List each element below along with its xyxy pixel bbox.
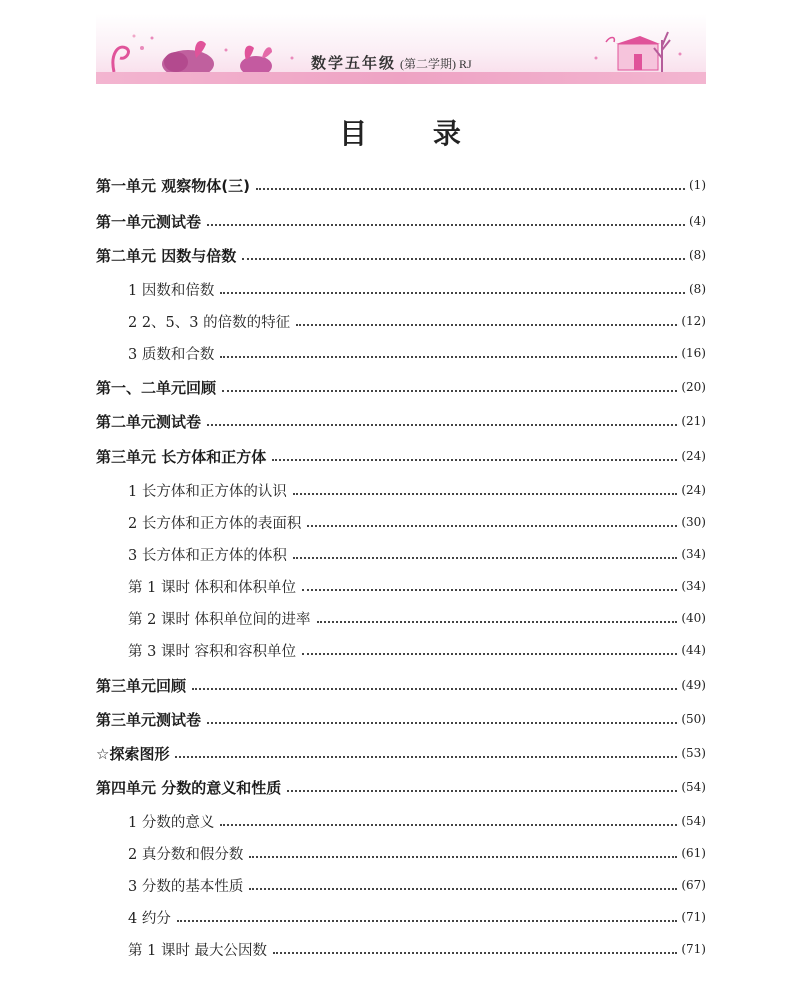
toc-entry-title: 第一、二单元回顾	[96, 378, 217, 397]
toc-entry-page: (4)	[689, 214, 706, 228]
sparkle-icon	[225, 49, 228, 52]
book-title-text: 数学五年级	[311, 54, 397, 72]
toc-entry-page: (16)	[681, 346, 706, 360]
toc-entry-title: 第 1 课时 体积和体积单位	[128, 579, 297, 596]
swirl-icon	[113, 47, 129, 72]
toc-entry-title: 第二单元 因数与倍数	[96, 246, 237, 265]
toc-entry[interactable]	[96, 444, 706, 468]
dot-leader	[177, 920, 678, 922]
toc-entry-page: (8)	[689, 248, 706, 262]
toc-entry-page: (44)	[681, 643, 706, 657]
toc-entry-page: (50)	[681, 712, 706, 726]
dot-leader	[273, 952, 677, 954]
toc-entry-title: 4 约分	[128, 910, 171, 927]
toc-entry-title: 第一单元测试卷	[96, 212, 202, 231]
toc-entry-title: 1 分数的意义	[128, 814, 215, 831]
toc-entry-page: (34)	[681, 579, 706, 593]
toc-entry[interactable]	[128, 606, 706, 630]
toc-entry-page: (21)	[681, 414, 706, 428]
toc-entry[interactable]	[128, 905, 706, 929]
toc-entry-page: (30)	[681, 515, 706, 529]
toc-entry[interactable]	[128, 478, 706, 502]
dot-leader	[317, 621, 678, 623]
dot-leader	[222, 390, 677, 392]
toc-entry[interactable]	[128, 574, 706, 598]
toc-entry-page: (71)	[681, 942, 706, 956]
toc-entry-title: 第 2 课时 体积单位间的进率	[128, 611, 311, 628]
book-title	[311, 52, 472, 73]
toc-entry[interactable]	[128, 309, 706, 333]
toc-entry-page: (71)	[681, 910, 706, 924]
dot-leader	[207, 424, 677, 426]
dot-leader	[296, 324, 677, 326]
toc-entry-title: 3 长方体和正方体的体积	[128, 547, 287, 564]
toc-entry-page: (12)	[681, 314, 706, 328]
book-subtitle: (第二学期) RJ	[400, 57, 472, 71]
toc-entry[interactable]	[96, 409, 706, 433]
toc-entry[interactable]	[128, 937, 706, 961]
toc-entry-title: 1 长方体和正方体的认识	[128, 483, 287, 500]
dot-leader	[307, 525, 677, 527]
dot-leader	[249, 856, 677, 858]
door-icon	[634, 54, 642, 70]
dot-leader	[302, 653, 677, 655]
toc-entry[interactable]	[128, 638, 706, 662]
toc-entry-page: (54)	[681, 814, 706, 828]
dot-leader	[220, 292, 685, 294]
dot-leader	[302, 589, 677, 591]
toc-entry[interactable]	[128, 277, 706, 301]
sparkle-icon	[291, 57, 294, 60]
toc-entry-page: (54)	[681, 780, 706, 794]
toc-entry-page: (8)	[689, 282, 706, 296]
dot-leader	[287, 790, 677, 792]
dot-leader	[192, 688, 677, 690]
toc-entry[interactable]	[96, 243, 706, 267]
toc-entry[interactable]	[96, 707, 706, 731]
toc-entry-page: (24)	[681, 483, 706, 497]
toc-entry[interactable]	[128, 841, 706, 865]
toc-entry-title: 第二单元测试卷	[96, 412, 202, 431]
dot-leader	[220, 356, 677, 358]
toc-entry-title: 3 质数和合数	[128, 346, 215, 363]
toc-entry[interactable]	[128, 873, 706, 897]
toc-entry-title: 2 长方体和正方体的表面积	[128, 515, 302, 532]
toc-entry-page: (67)	[681, 878, 706, 892]
dot-leader	[293, 557, 678, 559]
page-title: 目 录	[339, 117, 489, 150]
leaf-icon	[262, 47, 272, 58]
toc-entry[interactable]	[128, 542, 706, 566]
toc-entry-page: (34)	[681, 547, 706, 561]
toc-entry-title: ☆探索图形	[96, 744, 170, 763]
page-header-banner	[96, 14, 706, 84]
toc-entry-title: 2 2、5、3 的倍数的特征	[128, 314, 291, 331]
toc-entry-title: 第三单元测试卷	[96, 710, 202, 729]
toc-entry-page: (20)	[681, 380, 706, 394]
toc-entry-title: 第 1 课时 最大公因数	[128, 942, 268, 959]
toc-entry-page: (49)	[681, 678, 706, 692]
toc-entry-title: 1 因数和倍数	[128, 282, 215, 299]
header-strip	[96, 72, 706, 84]
sparkle-icon	[151, 37, 154, 40]
toc-entry[interactable]	[128, 341, 706, 365]
dot-leader	[256, 188, 685, 190]
sparkle-icon	[679, 53, 682, 56]
toc-entry[interactable]	[96, 775, 706, 799]
toc-entry-title: 2 真分数和假分数	[128, 846, 244, 863]
roof-icon	[616, 36, 660, 44]
dot-leader	[220, 824, 677, 826]
toc-entry-page: (53)	[681, 746, 706, 760]
toc-entry[interactable]	[128, 809, 706, 833]
dot-leader	[249, 888, 677, 890]
toc-entry-title: 第三单元回顾	[96, 676, 187, 695]
toc-entry[interactable]	[96, 209, 706, 233]
toc-entry-title: 第四单元 分数的意义和性质	[96, 778, 282, 797]
toc-entry-title: 3 分数的基本性质	[128, 878, 244, 895]
bush-icon	[164, 52, 188, 72]
dot-leader	[242, 258, 685, 260]
toc-entry-page: (1)	[689, 178, 706, 192]
sparkle-icon	[595, 57, 598, 60]
dot-leader	[207, 224, 685, 226]
toc-entry[interactable]	[96, 173, 706, 197]
dot-leader	[272, 459, 677, 461]
toc-entry-page: (61)	[681, 846, 706, 860]
bird-icon	[606, 38, 614, 43]
dot-leader	[207, 722, 677, 724]
toc-entry[interactable]	[96, 741, 706, 765]
toc-entry-page: (40)	[681, 611, 706, 625]
toc-entry[interactable]	[96, 673, 706, 697]
toc-entry-title: 第 3 课时 容积和容积单位	[128, 643, 297, 660]
toc-entry[interactable]	[128, 510, 706, 534]
toc-entry-page: (24)	[681, 449, 706, 463]
toc-entry-title: 第三单元 长方体和正方体	[96, 447, 267, 466]
dot-leader	[175, 756, 677, 758]
sparkle-icon	[140, 46, 144, 50]
toc-entry-title: 第一单元 观察物体(三)	[96, 176, 250, 195]
toc-entry[interactable]	[96, 375, 706, 399]
dot-leader	[293, 493, 678, 495]
sparkle-icon	[133, 35, 136, 38]
